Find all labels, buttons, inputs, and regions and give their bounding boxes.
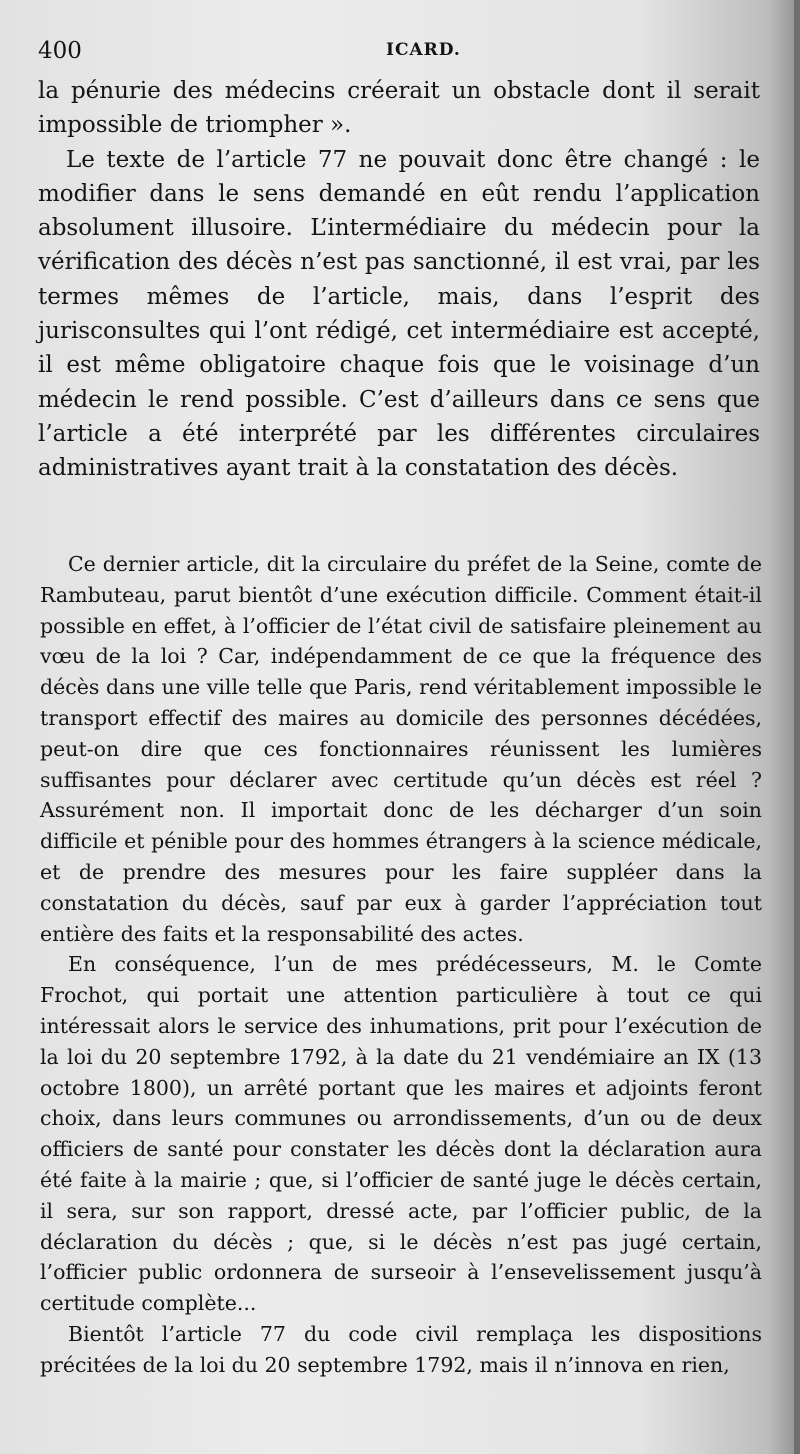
paragraph-article-77: Le texte de l’article 77 ne pouvait donc être changé : le modifier dans le sens demandé en eût rendu l’application absolument illusoire. L’intermédiaire du médecin pour la vérification des décès n’est pas sanctionné, il est vrai, par les termes mêmes de l’article, mais, dans l’esprit des jurisconsultes qui l’ont rédigé, cet intermédiaire est accepté, il est même obligatoire chaque fois que le voisinage d’un médecin le rend possible. C’est d’ailleurs dans ce sens que l’article a été interprété par les différentes circulaires administratives ayant trait à la constatation des décès. xyxy=(38,146,760,482)
running-head: ICARD. xyxy=(386,40,461,60)
page-edge-shadow xyxy=(794,0,800,1454)
quoted-circular-block xyxy=(40,549,762,1381)
paragraph-frochot: En conséquence, l’un de mes prédécesseurs, M. le Comte Frochot, qui portait une attention particulière à tout ce qui intéressait alors le service des inhumations, prit pour l’exécution de la loi du 20 septembre 1792, à la date du 21 vendémiaire an IX (13 octobre 1800), un arrêté portant que les maires et adjoints feront choix, dans leurs communes ou arrondissements, d’un ou de deux officiers de santé pour constater les décès dont la déclaration aura été faite à la mairie ; que, si l’officier de santé juge le décès certain, il sera, sur son rapport, dressé acte, par l’officier public, de la déclaration du décès ; que, si le décès n’est pas jugé certain, l’officier public ordonnera de surseoir à l’ensevelissement jusqu’à certitude complète... xyxy=(40,952,762,1316)
paragraph-continuation: la pénurie des médecins créerait un obstacle dont il serait impossible de triompher ». xyxy=(38,78,760,139)
paragraph-circular: Ce dernier article, dit la circulaire du préfet de la Seine, comte de Rambuteau, parut bientôt d’une exécution difficile. Comment était-il possible en effet, à l’officier de l’état civil de satisfaire pleinement au vœu de la loi ? Car, indépendamment de ce que la fréquence des décès dans une ville telle que Paris, rend véritablement impossible le transport effectif des maires au domicile des personnes décédées, peut-on dire que ces fonctionnaires réunissent les lumières suffisantes pour déclarer avec certitude qu’un décès est réel ? Assurément non. Il importait donc de les décharger d’un soin difficile et pénible pour des hommes étrangers à la science médicale, et de prendre des mesures pour les faire suppléer dans la constatation du décès, sauf par eux à garder l’appréciation tout entière des faits et la responsabilité des actes. xyxy=(40,552,762,946)
paragraph-code-civil: Bientôt l’article 77 du code civil remplaça les dispositions précitées de la loi du 20 septembre 1792, mais il n’innova en rien, xyxy=(40,1321,762,1377)
main-text-block xyxy=(38,74,760,486)
page-header xyxy=(38,38,760,72)
page-number: 400 xyxy=(38,38,82,64)
